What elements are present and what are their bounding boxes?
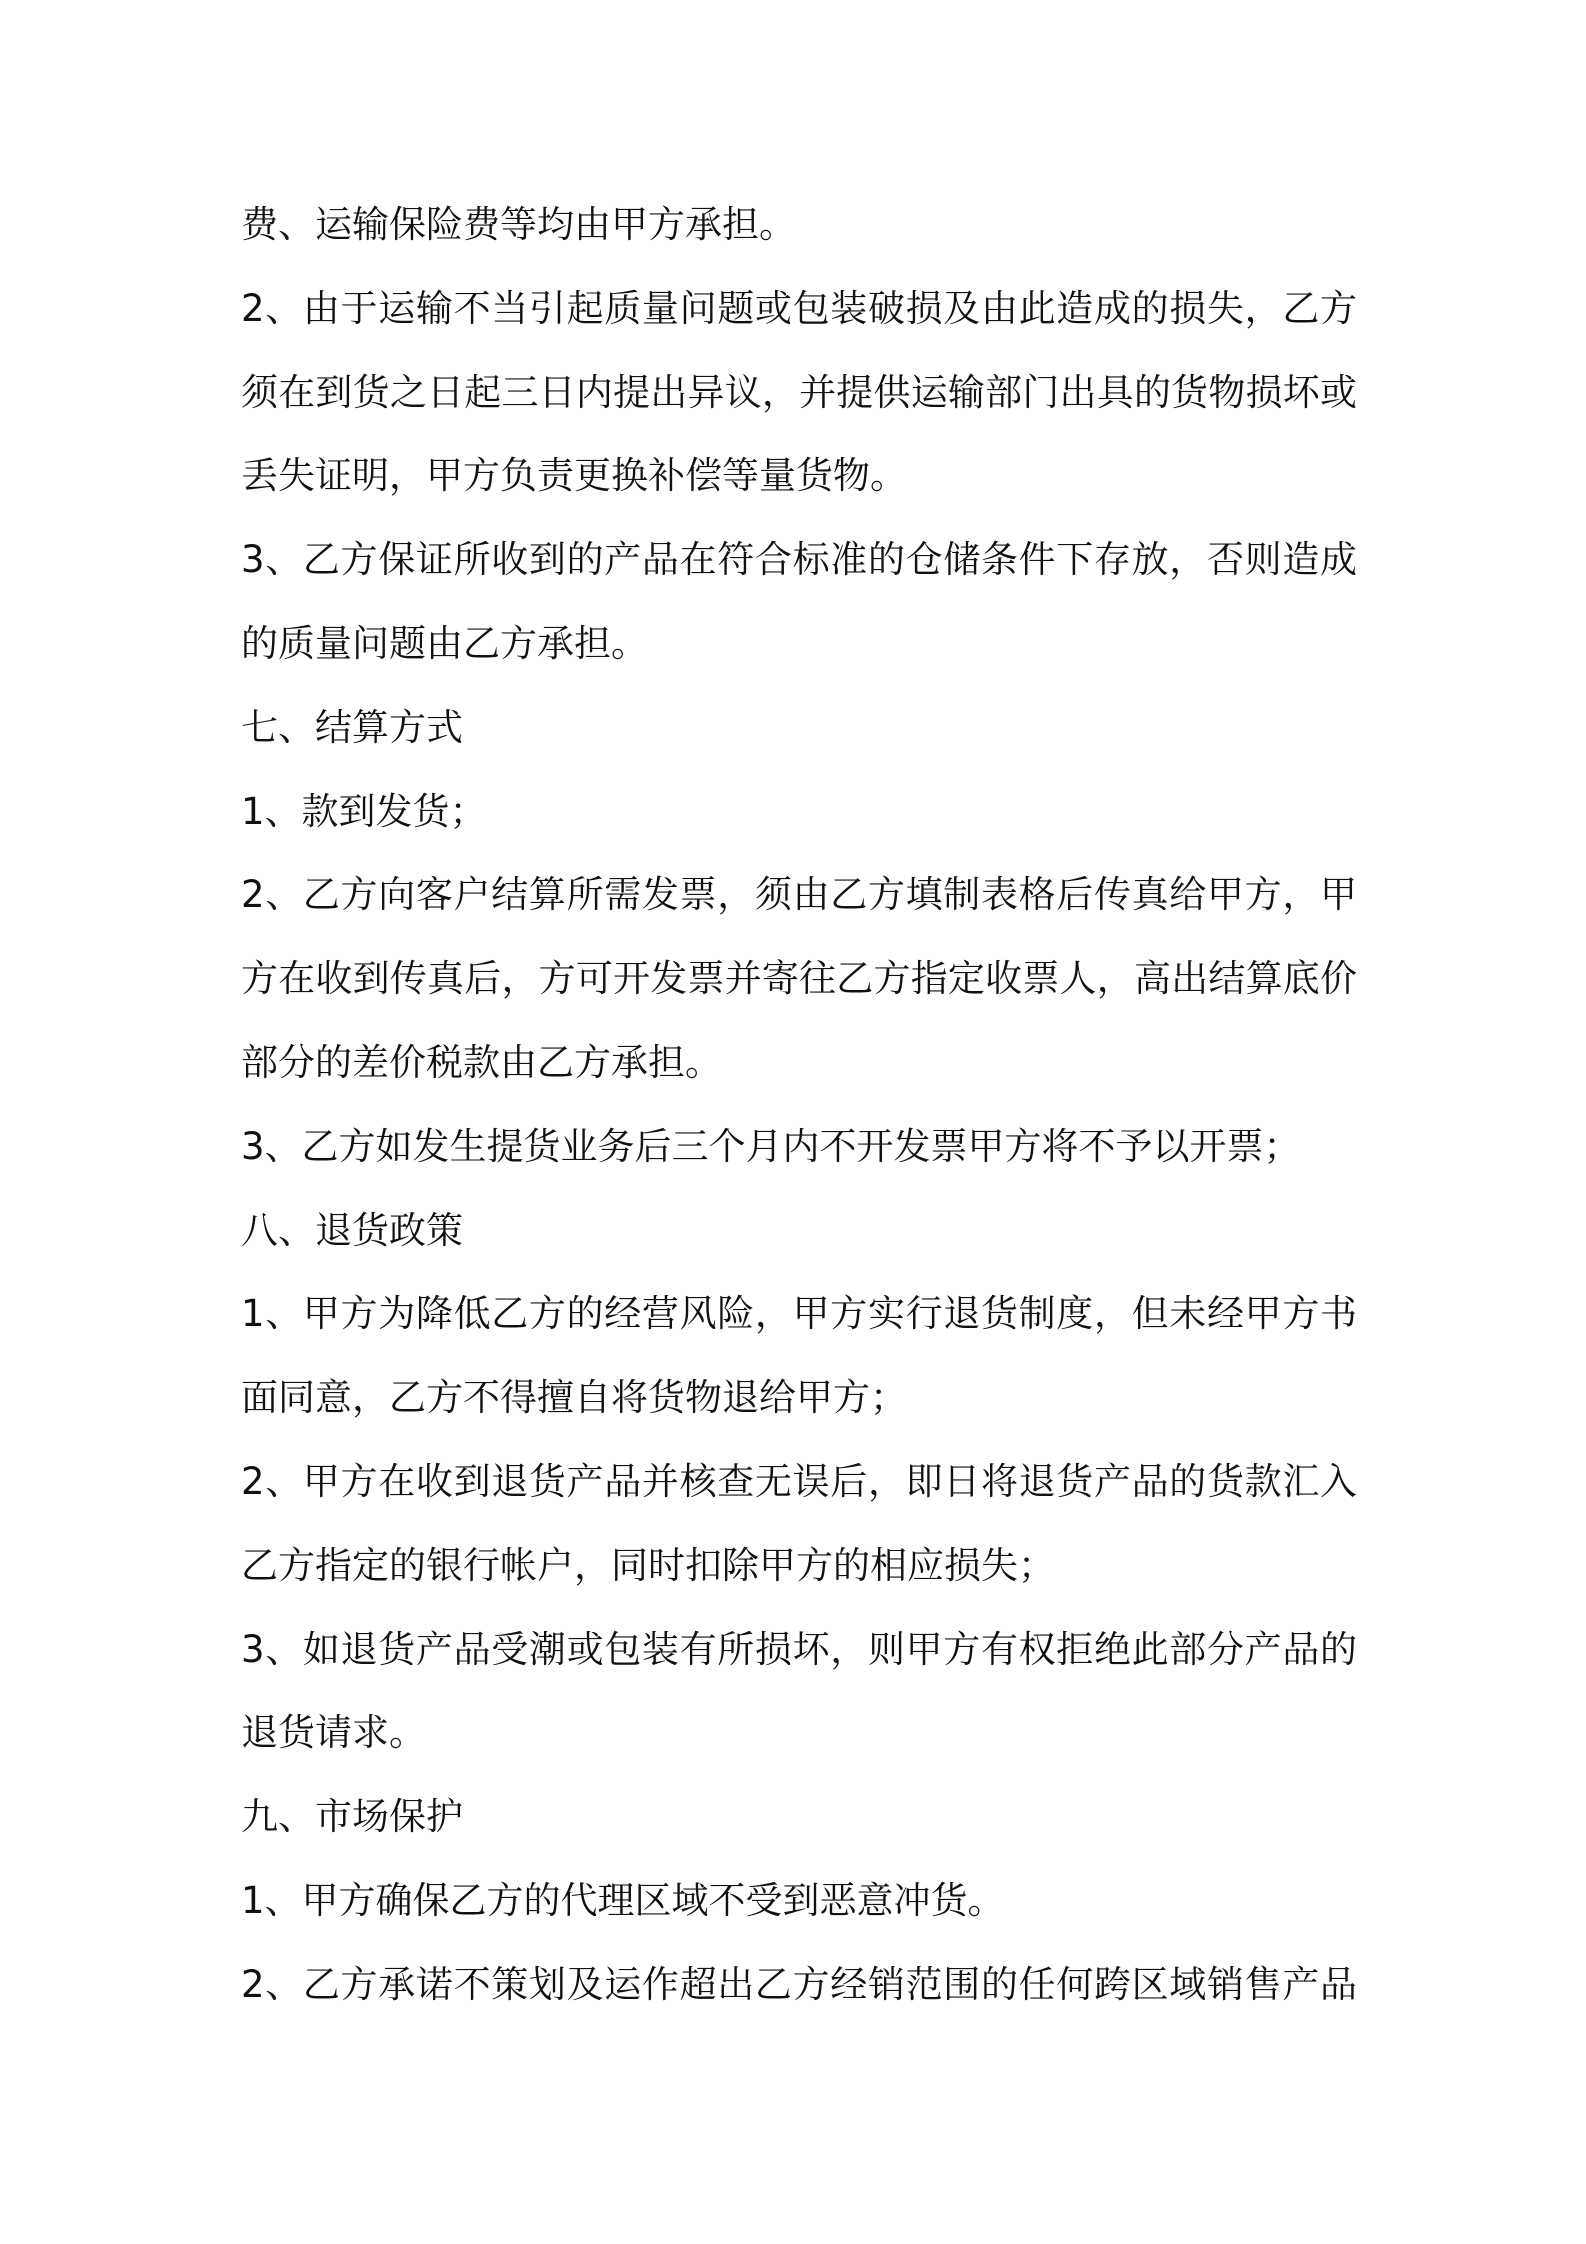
text-line: 面同意，乙方不得擅自将货物退给甲方； xyxy=(241,1376,907,1420)
text-line: 费、运输保险费等均由甲方承担。 xyxy=(241,203,796,246)
text-line: 须在到货之日起三日内提出异议，并提供运输部门出具的货物损坏或 xyxy=(241,370,1357,414)
text-line: 2、乙方向客户结算所需发票，须由乙方填制表格后传真给甲方，甲 xyxy=(241,873,1357,917)
section-heading: 七、结算方式 xyxy=(241,705,463,749)
text-line: 3、乙方保证所收到的产品在符合标准的仓储条件下存放，否则造成 xyxy=(241,538,1357,582)
text-line: 3、乙方如发生提货业务后三个月内不开发票甲方将不予以开票； xyxy=(241,1124,1301,1168)
document-body xyxy=(241,198,1357,2042)
text-line: 1、款到发货； xyxy=(241,789,487,833)
text-line: 2、甲方在收到退货产品并核查无误后，即日将退货产品的货款汇入 xyxy=(241,1459,1357,1503)
text-line: 的质量问题由乙方承担。 xyxy=(241,621,648,665)
text-line: 部分的差价税款由乙方承担。 xyxy=(241,1040,722,1084)
text-line: 2、乙方承诺不策划及运作超出乙方经销范围的任何跨区域销售产品 xyxy=(241,1962,1357,2006)
text-line: 1、甲方确保乙方的代理区域不受到恶意冲货。 xyxy=(241,1878,1005,1922)
text-line: 方在收到传真后，方可开发票并寄往乙方指定收票人，高出结算底价 xyxy=(241,957,1357,1001)
text-line: 3、如退货产品受潮或包装有所损坏，则甲方有权拒绝此部分产品的 xyxy=(241,1627,1357,1671)
text-line: 退货请求。 xyxy=(241,1711,426,1755)
section-heading: 八、退货政策 xyxy=(241,1208,463,1252)
text-line: 丢失证明，甲方负责更换补偿等量货物。 xyxy=(241,454,907,498)
section-heading: 九、市场保护 xyxy=(241,1795,463,1839)
text-line: 2、由于运输不当引起质量问题或包装破损及由此造成的损失，乙方 xyxy=(241,286,1357,330)
text-line: 乙方指定的银行帐户，同时扣除甲方的相应损失； xyxy=(241,1543,1055,1587)
text-line: 1、甲方为降低乙方的经营风险，甲方实行退货制度，但未经甲方书 xyxy=(241,1292,1357,1336)
